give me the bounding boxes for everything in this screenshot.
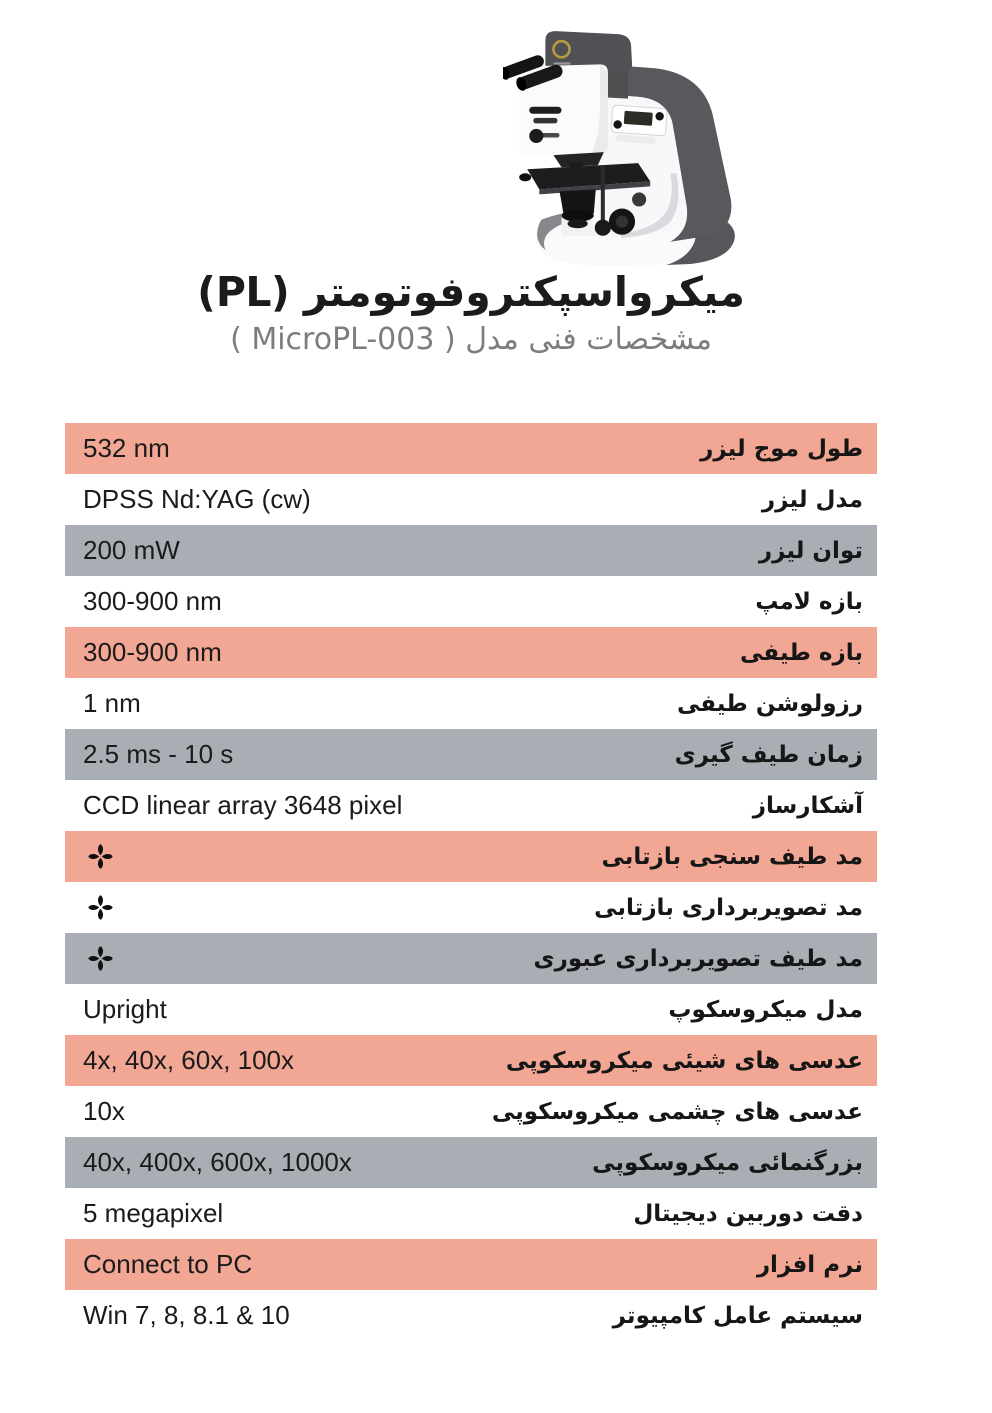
spec-value: 300-900 nm: [83, 637, 222, 667]
spec-row: [65, 1188, 877, 1239]
page-title: میکرواسپکتروفوتومتر (PL): [197, 268, 745, 316]
spec-value: CCD linear array 3648 pixel: [83, 790, 403, 820]
spec-label: بازه لامپ: [755, 588, 863, 615]
spec-row: [65, 1137, 877, 1188]
spec-row: [65, 1239, 877, 1290]
spec-value: 200 mW: [83, 535, 180, 565]
spec-label: نرم افزار: [756, 1251, 863, 1278]
spec-row: [65, 576, 877, 627]
spec-value-icon: [65, 943, 116, 974]
title-block: [60, 268, 882, 357]
spec-value: 10x: [83, 1096, 125, 1126]
spec-value: Win 7, 8, 8.1 & 10: [83, 1300, 290, 1330]
spec-label: بزرگنمائی میکروسکوپی: [592, 1149, 863, 1176]
microscope-image: [503, 14, 745, 266]
spec-value: Upright: [83, 994, 167, 1024]
spec-label: توان لیزر: [758, 537, 863, 564]
spec-row: [65, 474, 877, 525]
spec-row: [65, 525, 877, 576]
spec-row: [65, 729, 877, 780]
spec-row: [65, 678, 877, 729]
spec-table: [65, 423, 877, 1341]
spec-label: آشکارساز: [752, 792, 863, 819]
four-petal-asterisk-icon: [85, 892, 116, 923]
spec-label: مد تصویربرداری بازتابی: [594, 894, 863, 921]
spec-label: مد طیف سنجی بازتابی: [601, 843, 863, 870]
spec-row: [65, 1290, 877, 1341]
spec-value: 40x, 400x, 600x, 1000x: [83, 1147, 352, 1177]
spec-value: 2.5 ms - 10 s: [83, 739, 234, 769]
spec-label: بازه طیفی: [740, 639, 863, 666]
spec-label: سیستم عامل کامپیوتر: [612, 1302, 863, 1329]
spec-row: [65, 627, 877, 678]
spec-value: 532 nm: [83, 433, 170, 463]
spec-value: 1 nm: [83, 688, 141, 718]
spec-row: [65, 882, 877, 933]
spec-row: [65, 423, 877, 474]
spec-label: طول موج لیزر: [700, 435, 863, 462]
upright-microscope-illustration: [503, 14, 745, 266]
four-petal-asterisk-icon: [85, 841, 116, 872]
spec-value: DPSS Nd:YAG (cw): [83, 484, 311, 514]
spec-row: [65, 1035, 877, 1086]
spec-row: [65, 984, 877, 1035]
spec-value: 5 megapixel: [83, 1198, 224, 1228]
page-subtitle: مشخصات فنی مدل ( MicroPL-003 ): [230, 322, 712, 358]
spec-label: مدل لیزر: [761, 486, 863, 513]
spec-row: [65, 831, 877, 882]
spec-row: [65, 933, 877, 984]
spec-value: Connect to PC: [83, 1249, 253, 1279]
spec-value-icon: [65, 841, 116, 872]
spec-label: مد طیف تصویربرداری عبوری: [533, 945, 863, 972]
spec-label: عدسی های شیئی میکروسکوپی: [505, 1047, 863, 1074]
spec-value-icon: [65, 892, 116, 923]
spec-label: زمان طیف گیری: [674, 741, 863, 768]
spec-label: عدسی های چشمی میکروسکوپی: [491, 1098, 863, 1125]
spec-value: 300-900 nm: [83, 586, 222, 616]
spec-row: [65, 780, 877, 831]
spec-label: مدل میکروسکوپ: [668, 996, 863, 1023]
spec-label: رزولوشن طیفی: [676, 690, 863, 717]
spec-value: 4x, 40x, 60x, 100x: [83, 1045, 295, 1075]
four-petal-asterisk-icon: [85, 943, 116, 974]
spec-label: دقت دوربین دیجیتال: [633, 1200, 863, 1227]
spec-row: [65, 1086, 877, 1137]
